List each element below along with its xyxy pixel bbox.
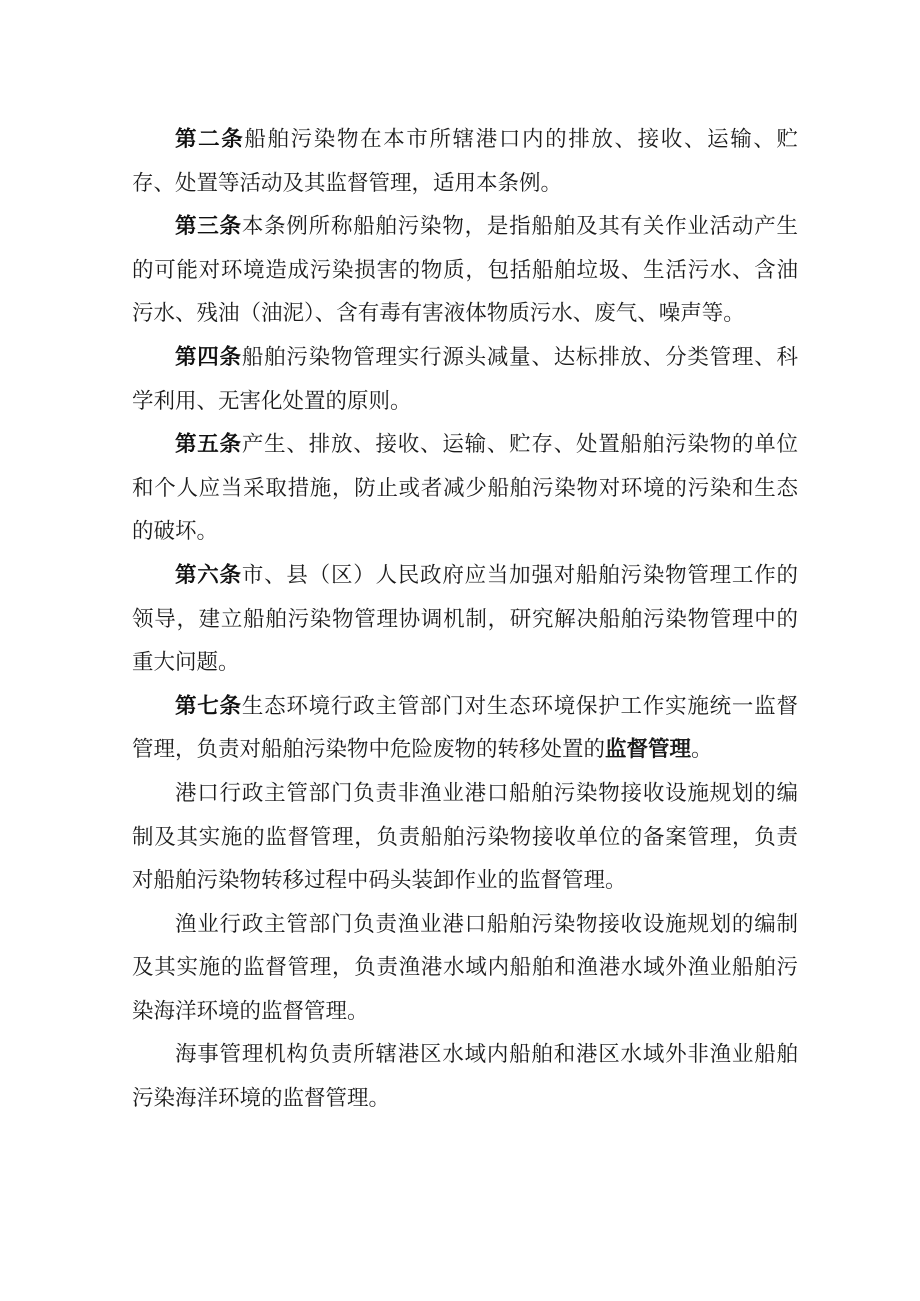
article-3-text: 本条例所称船舶污染物，是指船舶及其有关作业活动产生的可能对环境造成污染损害的物质，包括船舶垃圾、生活污水、含油污水、残油（油泥）、含有毒有害液体物质污水、废气、噪声等。 <box>132 214 798 327</box>
article-2-paragraph <box>132 118 798 205</box>
article-3-paragraph <box>132 205 798 336</box>
article-7-emphasis: 监督管理 <box>605 737 692 763</box>
port-authority-text: 港口行政主管部门负责非渔业港口船舶污染物接收设施规划的编制及其实施的监督管理，负责船舶污染物接收单位的备案管理，负责对船舶污染物转移过程中码头装卸作业的监督管理。 <box>132 780 798 894</box>
maritime-authority-paragraph <box>132 1033 798 1120</box>
article-7-tail: 。 <box>691 737 713 763</box>
article-5-paragraph <box>132 423 798 554</box>
article-5-text: 产生、排放、接收、运输、贮存、处置船舶污染物的单位和个人应当采取措施，防止或者减少船舶污染物对环境的污染和生态的破坏。 <box>132 432 798 545</box>
article-5-heading: 第五条 <box>175 432 242 458</box>
article-6-heading: 第六条 <box>175 562 242 588</box>
article-4-text: 船舶污染物管理实行源头减量、达标排放、分类管理、科学利用、无害化处置的原则。 <box>132 344 798 414</box>
maritime-authority-text: 海事管理机构负责所辖港区水域内船舶和港区水域外非渔业船舶污染海洋环境的监督管理。 <box>132 1042 798 1112</box>
article-2-text: 船舶污染物在本市所辖港口内的排放、接收、运输、贮存、处置等活动及其监督管理，适用本条例。 <box>132 127 798 196</box>
port-authority-paragraph <box>132 772 798 903</box>
document-page <box>132 118 798 1121</box>
article-7-text: 生态环境行政主管部门对生态环境保护工作实施统一监督管理，负责对船舶污染物中危险废物的转移处置的 <box>132 693 798 763</box>
article-6-text: 市、县（区）人民政府应当加强对船舶污染物管理工作的领导，建立船舶污染物管理协调机制，研究解决船舶污染物管理中的重大问题。 <box>132 562 798 676</box>
article-4-heading: 第四条 <box>175 344 242 370</box>
article-4-paragraph <box>132 336 798 423</box>
article-6-paragraph <box>132 554 798 685</box>
article-2-heading: 第二条 <box>175 127 245 152</box>
fishery-authority-paragraph <box>132 903 798 1034</box>
article-7-heading: 第七条 <box>175 693 242 719</box>
fishery-authority-text: 渔业行政主管部门负责渔业港口船舶污染物接收设施规划的编制及其实施的监督管理，负责渔港水域内船舶和渔港水域外渔业船舶污染海洋环境的监督管理。 <box>132 911 798 1024</box>
article-3-heading: 第三条 <box>175 214 242 240</box>
article-7-paragraph <box>132 685 798 772</box>
